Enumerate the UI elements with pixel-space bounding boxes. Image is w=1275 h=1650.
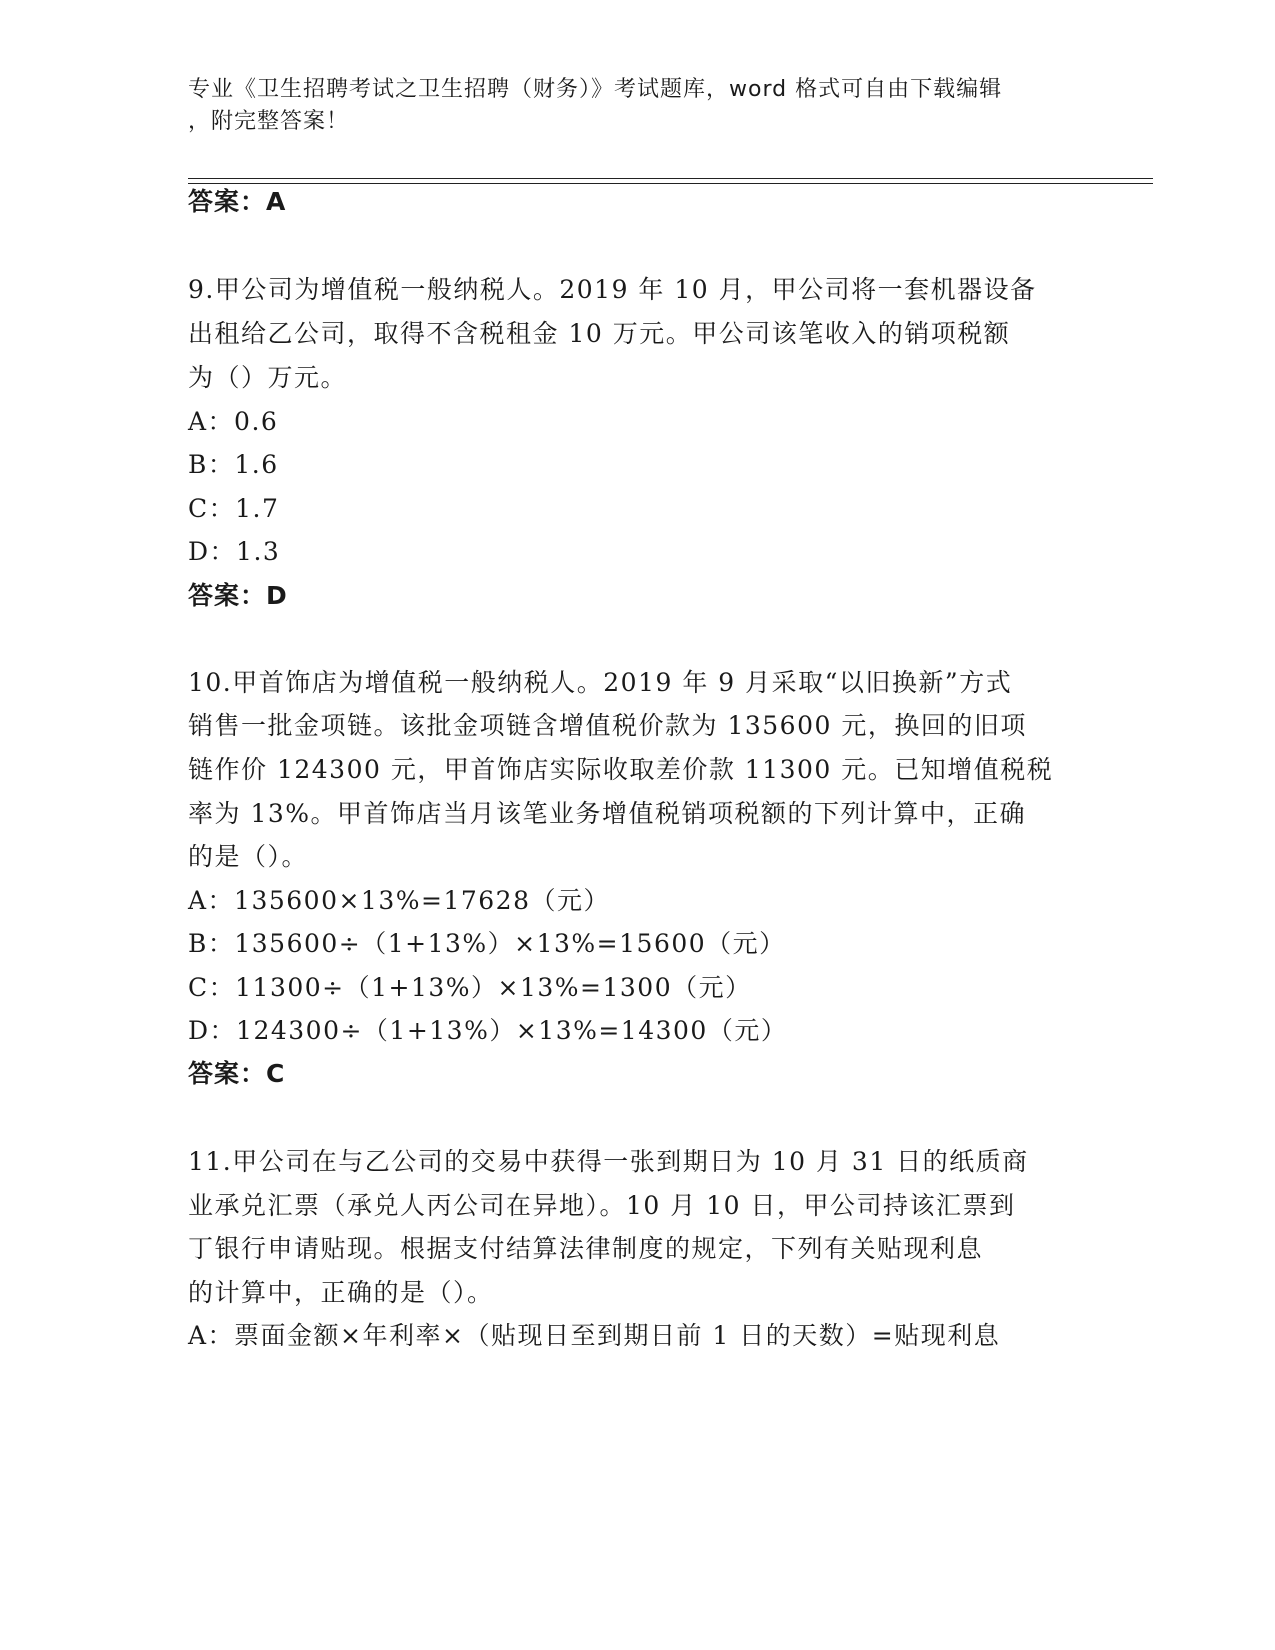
q10-option-c: C：11300÷（1+13%）×13%=1300（元） (188, 973, 752, 1002)
q9-option-b: B：1.6 (188, 450, 279, 479)
q11-stem-line-3: 丁银行申请贴现。根据支付结算法律制度的规定，下列有关贴现利息 (188, 1234, 984, 1263)
q10-stem-line-1: 10.甲首饰店为增值税一般纳税人。2019 年 9 月采取“以旧换新”方式 (188, 668, 1013, 697)
q11-option-a: A：票面金额×年利率×（贴现日至到期日前 1 日的天数）=贴现利息 (188, 1321, 1001, 1350)
header-line-2: ，附完整答案！ (188, 109, 350, 134)
q9-stem-line-3: 为（）万元。 (188, 363, 348, 392)
q10-stem-line-4: 率为 13%。甲首饰店当月该笔业务增值税销项税额的下列计算中，正确 (188, 799, 1027, 828)
q11-stem-line-2: 业承兑汇票（承兑人丙公司在异地）。10 月 10 日，甲公司持该汇票到 (188, 1191, 1016, 1220)
header-divider-bottom (188, 183, 1153, 184)
prev-answer: 答案：A (188, 187, 287, 216)
q10-stem-line-2: 销售一批金项链。该批金项链含增值税价款为 135600 元，换回的旧项 (188, 711, 1027, 740)
q10-option-b: B：135600÷（1+13%）×13%=15600（元） (188, 929, 786, 958)
q11-stem-line-1: 11.甲公司在与乙公司的交易中获得一张到期日为 10 月 31 日的纸质商 (188, 1147, 1029, 1176)
q10-stem-line-3: 链作价 124300 元，甲首饰店实际收取差价款 11300 元。已知增值税税 (188, 755, 1054, 784)
q9-stem-line-1: 9.甲公司为增值税一般纳税人。2019 年 10 月，甲公司将一套机器设备 (188, 275, 1037, 304)
q10-option-a: A：135600×13%=17628（元） (188, 886, 610, 915)
document-header (188, 74, 1088, 138)
q9-option-c: C：1.7 (188, 494, 280, 523)
q9-stem-line-2: 出租给乙公司，取得不含税租金 10 万元。甲公司该笔收入的销项税额 (188, 319, 1011, 348)
q11-stem-line-4: 的计算中，正确的是（）。 (188, 1278, 494, 1307)
header-line-1: 专业《卫生招聘考试之卫生招聘（财务）》考试题库，word 格式可自由下载编辑 (188, 77, 1003, 102)
header-divider-top (188, 178, 1153, 179)
q9-answer: 答案：D (188, 581, 288, 610)
q10-stem-line-5: 的是（）。 (188, 842, 309, 871)
q9-option-a: A：0.6 (188, 407, 279, 436)
q9-option-d: D：1.3 (188, 537, 281, 566)
q10-answer: 答案：C (188, 1059, 286, 1088)
q10-option-d: D：124300÷（1+13%）×13%=14300（元） (188, 1016, 788, 1045)
